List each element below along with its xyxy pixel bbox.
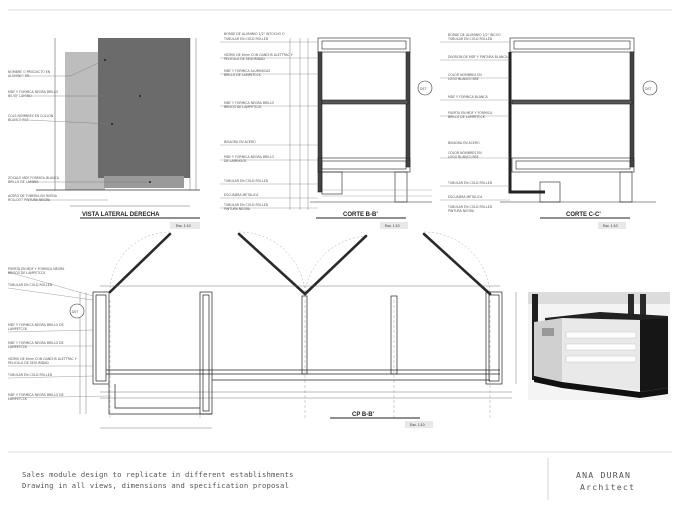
plan-view-scale: Esc. 1:10: [410, 423, 425, 427]
svg-text:TUBULAR EN COLD ROLLED: TUBULAR EN COLD ROLLED: [448, 181, 493, 185]
plan-view-title: CP B-B': [352, 412, 374, 418]
svg-text:BLANCO BSE: BLANCO BSE: [8, 118, 29, 122]
svg-text:BRISOS DE LAMPETCCK: BRISOS DE LAMPETCCK: [224, 105, 262, 109]
svg-text:BRILLO DE LAMPETCCK: BRILLO DE LAMPETCCK: [448, 115, 485, 119]
svg-text:DET: DET: [645, 87, 652, 91]
svg-text:COLOR NOMBRES EN: COLOR NOMBRES EN: [448, 73, 482, 77]
render-3d-image: [528, 292, 670, 400]
svg-text:ACERO DE TUBERIA EN RUEDA: ACERO DE TUBERIA EN RUEDA: [8, 194, 57, 198]
description-line-2: Drawing in all views, dimensions and specification proposal: [22, 481, 290, 490]
author-role: Architect: [580, 482, 636, 492]
svg-text:BORDE DE ALUMINIO 1/2" INCOO: BORDE DE ALUMINIO 1/2" INCOO: [448, 33, 501, 37]
svg-text:MDF Y FORMICA ALUMINICAS: MDF Y FORMICA ALUMINICAS: [224, 69, 271, 73]
svg-text:ESCUADRA METALICA: ESCUADRA METALICA: [224, 193, 259, 197]
svg-text:BRILLO DE LAMINO: BRILLO DE LAMINO: [8, 180, 39, 184]
section-c-title: CORTE C-C': [566, 212, 601, 218]
project-description: [22, 469, 294, 491]
section-b-drawing: [220, 32, 432, 229]
svg-text:TUBULAR EN COLD ROLLED: TUBULAR EN COLD ROLLED: [448, 205, 493, 209]
svg-text:ALUMINIO BR.: ALUMINIO BR.: [8, 74, 30, 78]
svg-text:BRILLO DE LAMPETCCK: BRILLO DE LAMPETCCK: [224, 73, 261, 77]
svg-text:TUBULAR EN COLD ROLLED: TUBULAR EN COLD ROLLED: [224, 37, 269, 41]
section-b-scale: Esc. 1:10: [385, 224, 400, 228]
svg-text:PELICULA DE SEGURIDAD: PELICULA DE SEGURIDAD: [8, 361, 49, 365]
svg-text:MDF Y FORMICA BLANCA: MDF Y FORMICA BLANCA: [448, 95, 488, 99]
lateral-view-title: VISTA LATERAL DERECHA: [82, 212, 160, 218]
svg-text:TUBULAR EN COLD ROLLED: TUBULAR EN COLD ROLLED: [448, 37, 493, 41]
lateral-view-drawing: [8, 38, 200, 229]
svg-text:MDF Y FORMICA NEGRA BRILLO: MDF Y FORMICA NEGRA BRILLO: [224, 101, 275, 105]
svg-text:MDF Y FORMICA NEGRA BRILLO DE: MDF Y FORMICA NEGRA BRILLO DE: [8, 323, 64, 327]
svg-text:BISAGRA EN ACERO: BISAGRA EN ACERO: [224, 140, 256, 144]
svg-text:MDF Y FORMICA NEGRA BRILLO: MDF Y FORMICA NEGRA BRILLO: [224, 155, 275, 159]
svg-text:TUBULAR EN COLD ROLLED: TUBULAR EN COLD ROLLED: [224, 203, 269, 207]
author-name: ANA DURAN: [576, 470, 632, 480]
svg-text:MDF Y FORMICA NEGRA BRILLO DE: MDF Y FORMICA NEGRA BRILLO DE: [8, 393, 64, 397]
svg-text:ROLLOOT PINTURA NEGRA: ROLLOOT PINTURA NEGRA: [8, 198, 51, 202]
svg-text:LAMPETCCK: LAMPETCCK: [8, 327, 28, 331]
svg-text:LAMPETCCK: LAMPETCCK: [8, 397, 28, 401]
svg-text:COLS NOMBRES EN COLLON: COLS NOMBRES EN COLLON: [8, 114, 54, 118]
svg-text:BORDE DE ALUMINIO 1/2" INTOCHO: BORDE DE ALUMINIO 1/2" INTOCHO O: [224, 32, 285, 36]
svg-text:ZOCALO MDF FORMICA BLANCA: ZOCALO MDF FORMICA BLANCA: [8, 176, 60, 180]
svg-text:LOGO BLANCO BSE: LOGO BLANCO BSE: [448, 155, 479, 159]
lateral-view-scale: Esc. 1:10: [176, 224, 191, 228]
svg-text:LAMPETCCK: LAMPETCCK: [8, 345, 28, 349]
svg-text:ESCUADRA METALICA: ESCUADRA METALICA: [448, 195, 483, 199]
svg-text:BISAGRA EN ACERO: BISAGRA EN ACERO: [448, 141, 480, 145]
section-b-title: CORTE B-B': [343, 212, 378, 218]
svg-text:PINTURA NEGRA: PINTURA NEGRA: [224, 207, 250, 211]
author-block: [576, 469, 635, 493]
svg-text:BRISOS DE LAMPETCCK: BRISOS DE LAMPETCCK: [8, 271, 46, 275]
svg-text:NOMBRE O PRODUCTO EN: NOMBRE O PRODUCTO EN: [8, 70, 51, 74]
svg-text:DET: DET: [72, 310, 79, 314]
svg-text:MDF Y FORMICA NEGRA BRILLO DE: MDF Y FORMICA NEGRA BRILLO DE: [8, 341, 64, 345]
svg-text:PUERTA EN MDF Y FORMICA: PUERTA EN MDF Y FORMICA: [448, 111, 493, 115]
description-line-1: Sales module design to replicate in different establishments: [22, 470, 294, 479]
svg-text:LOGO BLANCO BSE: LOGO BLANCO BSE: [448, 77, 479, 81]
svg-text:TUBULAR EN COLD ROLLED: TUBULAR EN COLD ROLLED: [8, 283, 53, 287]
section-c-drawing: [440, 33, 657, 229]
svg-text:DE LAMINOCK: DE LAMINOCK: [224, 159, 247, 163]
svg-text:COLOR NOMBRES EN: COLOR NOMBRES EN: [448, 151, 482, 155]
svg-text:VIDRIO DE 6mm CON GANCHS ALETT: VIDRIO DE 6mm CON GANCHS ALETTPAC Y: [8, 357, 77, 361]
svg-text:PUERTA EN MDF Y FORMICA NEGRA: PUERTA EN MDF Y FORMICA NEGRA: [8, 267, 65, 271]
svg-text:PELICULA DE SEGURIDAD: PELICULA DE SEGURIDAD: [224, 57, 265, 61]
svg-text:DIVISION DE MDF Y PINTURA BLAN: DIVISION DE MDF Y PINTURA BLANCA: [448, 55, 508, 59]
svg-text:DET: DET: [420, 87, 427, 91]
plan-view-drawing: [7, 232, 516, 428]
svg-text:PINTURA NEGRA: PINTURA NEGRA: [448, 209, 474, 213]
section-c-scale: Esc. 1:10: [603, 224, 618, 228]
svg-text:TUBULAR EN COLD ROLLED: TUBULAR EN COLD ROLLED: [8, 373, 53, 377]
svg-text:TUBULAR EN COLD ROLLED: TUBULAR EN COLD ROLLED: [224, 179, 269, 183]
svg-text:BS.VIF LAMINO: BS.VIF LAMINO: [8, 94, 32, 98]
svg-text:VIDRIO DE 6mm CON GANCHS ALETT: VIDRIO DE 6mm CON GANCHS ALETTPAC Y: [224, 53, 293, 57]
svg-text:MDF Y FORMICA NEGRA BRILLO: MDF Y FORMICA NEGRA BRILLO: [8, 90, 59, 94]
